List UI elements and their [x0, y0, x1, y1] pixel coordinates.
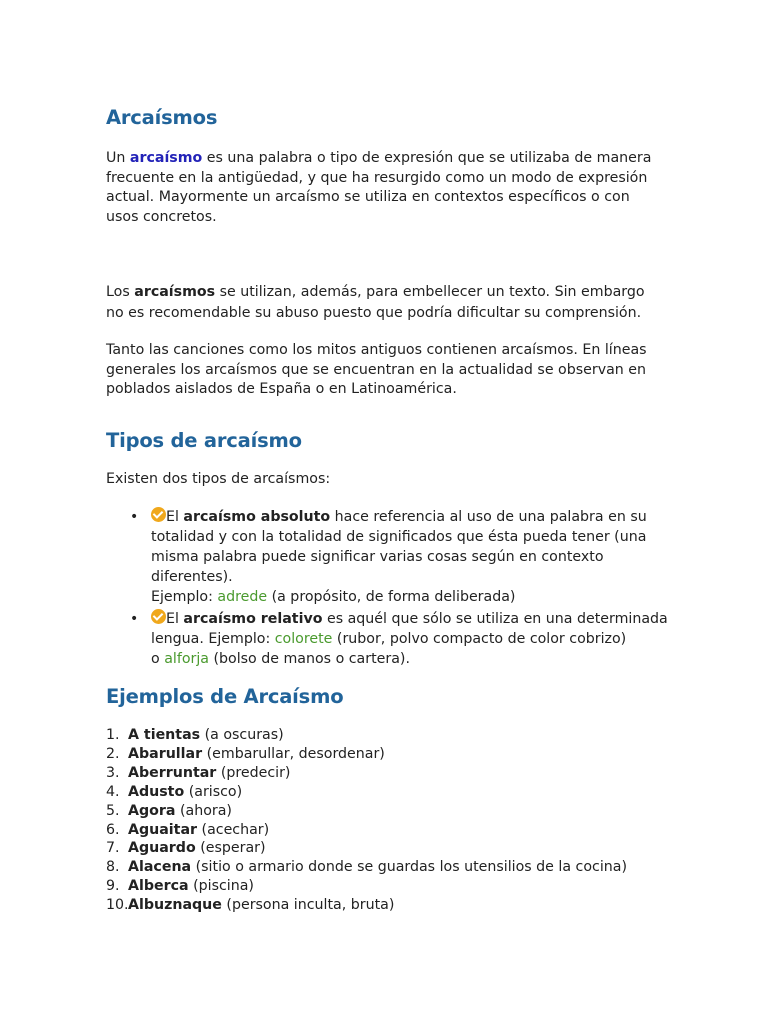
item-word: Aberruntar	[128, 764, 217, 781]
item-definition: (piscina)	[188, 878, 254, 895]
item-word: Adusto	[128, 783, 185, 800]
term-arcaismo-link[interactable]: arcaísmo	[129, 150, 203, 166]
list-item	[106, 821, 666, 840]
list-item	[106, 745, 666, 764]
paragraph-definition	[106, 149, 666, 227]
item-definition: (persona inculta, bruta)	[221, 897, 395, 914]
item-number: 10.	[106, 897, 129, 914]
item-word: Albuznaque	[128, 897, 222, 914]
heading-tipos: Tipos de arcaísmo	[106, 429, 302, 452]
list-item	[106, 858, 666, 877]
item-number: 6.	[106, 821, 120, 838]
item-definition: (esperar)	[195, 840, 266, 857]
text-pre: El	[166, 509, 184, 525]
item-number: 7.	[106, 840, 120, 857]
item-definition: (sitio o armario donde se guardas los utensilios de la cocina)	[191, 859, 628, 876]
list-item-relativo	[106, 609, 676, 669]
term-relativo: arcaísmo relativo	[183, 611, 323, 627]
list-item	[106, 877, 666, 896]
item-definition: (predecir)	[216, 764, 291, 781]
item-word: Agora	[128, 802, 176, 819]
text-or: o	[151, 651, 165, 667]
item-word: Abarullar	[128, 745, 203, 762]
item-word: Alacena	[128, 859, 192, 876]
list-item	[106, 802, 666, 821]
heading-ejemplos: Ejemplos de Arcaísmo	[106, 685, 344, 708]
item-number: 3.	[106, 764, 120, 781]
term-absoluto: arcaísmo absoluto	[183, 509, 331, 525]
text-pre: Los	[106, 284, 135, 300]
item-definition: (acechar)	[197, 821, 270, 838]
item-number: 8.	[106, 859, 120, 876]
text-pre: Un	[106, 150, 130, 166]
paragraph-embellecer	[106, 282, 666, 324]
item-word: Aguaitar	[128, 821, 198, 838]
list-item	[106, 896, 666, 915]
item-word: A tientas	[128, 727, 201, 743]
bullet: •	[130, 509, 139, 525]
list-item	[106, 783, 666, 802]
item-word: Alberca	[128, 878, 189, 895]
example-label: Ejemplo:	[151, 589, 218, 605]
text-post: se utilizan, además, para embellecer un texto. Sin embargo no es recomendable su abuso puesto que podría dificultar su comprensión.	[106, 284, 645, 321]
list-item-absoluto	[106, 507, 676, 607]
text-post: es una palabra o tipo de expresión que se utilizaba de manera frecuente en la antigüedad, y que ha resurgido como un modo de expresión actual. Mayormente un arcaísmo se utiliza en contextos específicos o con usos concretos.	[106, 150, 652, 225]
item-definition: (embarullar, desordenar)	[202, 745, 385, 762]
example-word-colorete[interactable]: colorete	[274, 631, 333, 647]
definition-text: hace referencia al uso de una palabra en su totalidad y con la totalidad de significados que ésta pueda tener (una misma palabra puede significar varias cosas según en contexto diferentes).	[151, 509, 647, 585]
check-circle-icon	[151, 507, 166, 522]
definition-text: es aquél que sólo se utiliza en una determinada lengua. Ejemplo:	[151, 611, 668, 647]
item-word: Aguardo	[128, 840, 196, 857]
text-pre: El	[166, 611, 184, 627]
paragraph-canciones: Tanto las canciones como los mitos antiguos contienen arcaísmos. En líneas generales los arcaísmos que se encuentran en la actualidad se observan en poblados aislados de España o en Latinoamérica.	[106, 342, 647, 397]
item-number: 4.	[106, 783, 120, 800]
example-word-alforja[interactable]: alforja	[164, 651, 209, 667]
item-number: 2.	[106, 745, 120, 762]
term-arcaismos: arcaísmos	[134, 284, 216, 300]
heading-arcaismos: Arcaísmos	[106, 106, 218, 129]
item-definition: (a oscuras)	[200, 727, 284, 743]
list-item	[106, 839, 666, 858]
paragraph-intro-tipos: Existen dos tipos de arcaísmos:	[106, 471, 331, 487]
example-definition: (rubor, polvo compacto de color cobrizo)	[332, 631, 627, 647]
types-list	[106, 507, 676, 669]
example-word-adrede[interactable]: adrede	[217, 589, 268, 605]
item-number: 1.	[106, 727, 120, 743]
item-number: 9.	[106, 878, 120, 895]
example-definition: (a propósito, de forma deliberada)	[267, 589, 516, 605]
item-definition: (ahora)	[175, 802, 232, 819]
check-circle-icon	[151, 609, 166, 624]
bullet: •	[130, 611, 139, 627]
item-definition: (arisco)	[184, 783, 243, 800]
example-definition-2: (bolso de manos o cartera).	[208, 651, 410, 667]
list-item	[106, 726, 666, 745]
examples-list	[106, 726, 666, 915]
item-number: 5.	[106, 802, 120, 819]
list-item	[106, 764, 666, 783]
